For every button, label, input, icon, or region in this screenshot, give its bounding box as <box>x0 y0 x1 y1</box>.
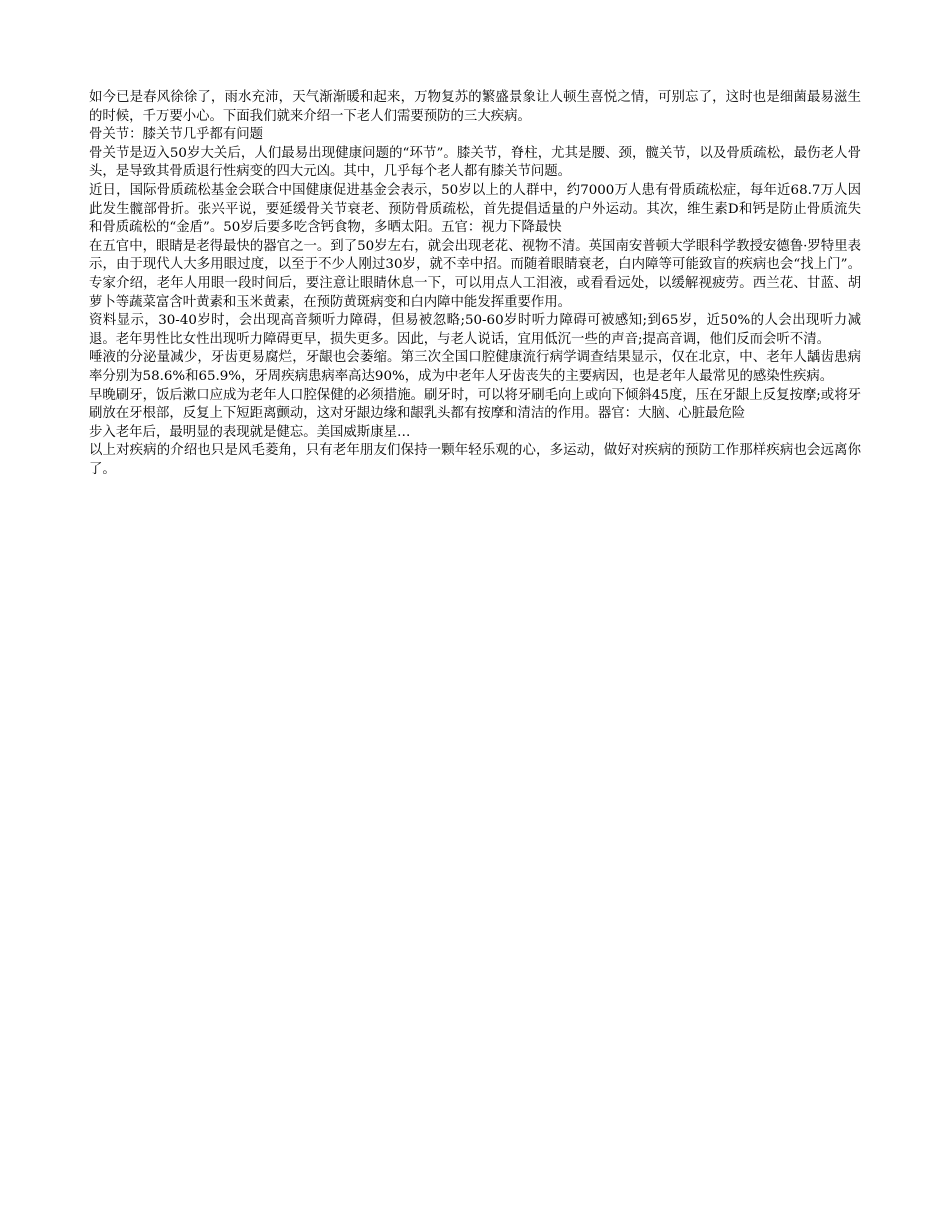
paragraph-eyes: 在五官中，眼睛是老得最快的器官之一。到了50岁左右，就会出现老花、视物不清。英国南安普顿大学眼科学教授安德鲁·罗特里表示，由于现代人大多用眼过度，以至于不少人刚过30岁，就不幸中招。而随着眼睛衰老，白内障等可能致盲的疾病也会“找上门”。专家介绍，老年人用眼一段时间后，要注意让眼睛休息一下，可以用点人工泪液，或看看远处，以缓解视疲劳。西兰花、甘蓝、胡萝卜等蔬菜富含叶黄素和玉米黄素，在预防黄斑病变和白内障中能发挥重要作用。 <box>89 238 861 310</box>
paragraph-conclusion: 以上对疾病的介绍也只是风毛菱角，只有老年朋友们保持一颗年轻乐观的心，多运动，做好对疾病的预防工作那样疾病也会远离你了。 <box>89 443 861 477</box>
paragraph-intro: 如今已是春风徐徐了，雨水充沛，天气渐渐暖和起来，万物复苏的繁盛景象让人顿生喜悦之情，可别忘了，这时也是细菌最易滋生的时候，千万要小心。下面我们就来介绍一下老人们需要预防的三大疾病。 <box>89 90 861 124</box>
paragraph-brain-heart: 步入老年后，最明显的表现就是健忘。美国威斯康星… <box>89 424 411 440</box>
heading-bones-joints: 骨关节：膝关节几乎都有问题 <box>89 127 264 143</box>
document-body <box>89 89 861 479</box>
paragraph-bones-joints: 骨关节是迈入50岁大关后，人们最易出现健康问题的“环节”。膝关节，脊柱，尤其是腰、颈，髋关节，以及骨质疏松，最伤老人骨头，是导致其骨质退行性病变的四大元凶。其中，几乎每个老人都有膝关节问题。 <box>89 145 861 180</box>
paragraph-oral-care: 早晚刷牙，饭后漱口应成为老年人口腔保健的必须措施。刷牙时，可以将牙刷毛向上或向下倾斜45度，压在牙龈上反复按摩;或将牙刷放在牙根部，反复上下短距离颤动，这对牙龈边缘和龈乳头都有按摩和清洁的作用。器官：大脑、心脏最危险 <box>89 387 861 422</box>
paragraph-osteoporosis: 近日，国际骨质疏松基金会联合中国健康促进基金会表示，50岁以上的人群中，约7000万人患有骨质疏松症，每年近68.7万人因此发生髋部骨折。张兴平说，要延缓骨关节衰老、预防骨质疏松，首先提倡适量的户外运动。其次，维生素D和钙是防止骨质流失和骨质疏松的“金盾”。50岁后要多吃含钙食物，多晒太阳。五官：视力下降最快 <box>89 182 861 236</box>
paragraph-teeth: 唾液的分泌量减少，牙齿更易腐烂，牙龈也会萎缩。第三次全国口腔健康流行病学调查结果显示，仅在北京，中、老年人龋齿患病率分别为58.6%和65.9%，牙周疾病患病率高达90%，成为中老年人牙齿丧失的主要病因，也是老年人最常见的感染性疾病。 <box>89 350 861 384</box>
paragraph-hearing: 资料显示，30-40岁时，会出现高音频听力障碍，但易被忽略;50-60岁时听力障碍可被感知;到65岁，近50%的人会出现听力减退。老年男性比女性出现听力障碍更早，损失更多。因此，与老人说话，宜用低沉一些的声音;提高音调，他们反而会听不清。 <box>89 313 861 347</box>
